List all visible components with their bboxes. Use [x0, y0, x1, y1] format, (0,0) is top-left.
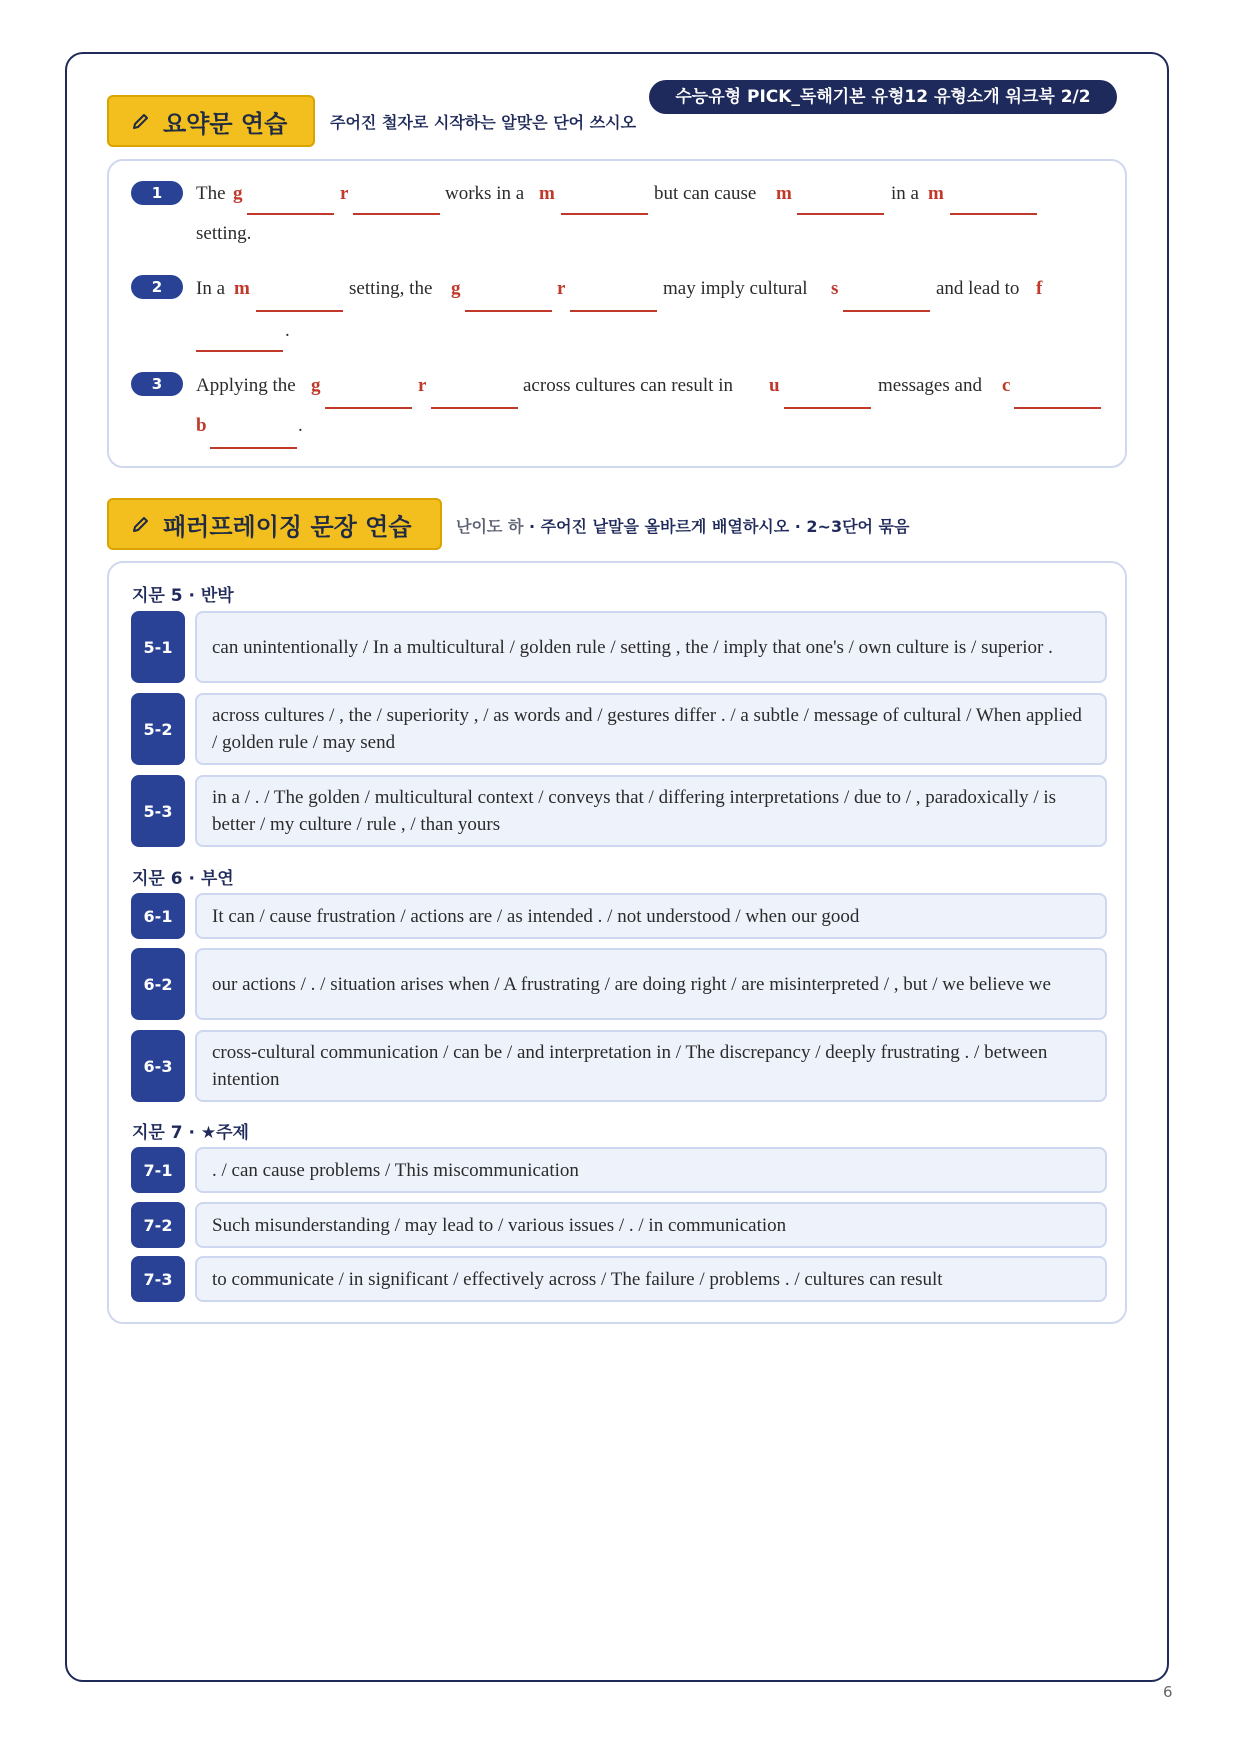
summary-number-1: 1	[131, 181, 183, 205]
word-order-box[interactable]	[195, 693, 1107, 765]
word-chunks: cross-cultural communication / can be / and interpretation in / The discrepancy / deeply frustrating . / between intention	[212, 1042, 1048, 1090]
answer-blank[interactable]	[256, 310, 343, 312]
question-number: 5-2	[131, 693, 185, 765]
question-number: 5-1	[131, 611, 185, 683]
answer-blank[interactable]	[570, 310, 657, 312]
workbook-header: 수능유형 PICK_독해기본 유형12 유형소개 워크북 2/2	[649, 80, 1117, 114]
answer-blank[interactable]	[247, 213, 334, 215]
question-number: 6-2	[131, 948, 185, 1020]
question-number: 7-2	[131, 1202, 185, 1248]
summary-sentence-2-cont: .	[285, 320, 290, 341]
answer-blank[interactable]	[210, 447, 297, 449]
word-order-box[interactable]	[195, 1030, 1107, 1102]
word-order-box[interactable]	[195, 775, 1107, 847]
answer-blank[interactable]	[950, 213, 1037, 215]
word-chunks: Such misunderstanding / may lead to / various issues / . / in communication	[212, 1214, 787, 1236]
word-order-box[interactable]	[195, 893, 1107, 939]
pencil-icon	[131, 514, 151, 534]
summary-sentence-1-cont: setting.	[196, 223, 252, 244]
passage-heading-6: 지문 6 · 부연	[132, 869, 234, 889]
answer-blank[interactable]	[353, 213, 440, 215]
answer-blank[interactable]	[465, 310, 552, 312]
word-order-box[interactable]	[195, 1147, 1107, 1193]
paraphrase-instruction	[456, 514, 909, 537]
answer-blank[interactable]	[561, 213, 648, 215]
word-chunks: can unintentionally / In a multicultural / golden rule / setting , the / imply that one's / own culture is / superior .	[212, 636, 1053, 658]
word-order-box[interactable]	[195, 1256, 1107, 1302]
answer-blank[interactable]	[431, 407, 518, 409]
summary-number-3: 3	[131, 372, 183, 396]
summary-sentence-3-cont: b .	[196, 415, 303, 436]
word-chunks: It can / cause frustration / actions are / as intended . / not understood / when our good	[212, 905, 860, 927]
answer-blank[interactable]	[196, 350, 283, 352]
word-order-box[interactable]	[195, 948, 1107, 1020]
answer-blank[interactable]	[797, 213, 884, 215]
word-chunks: . / can cause problems / This miscommunication	[212, 1159, 579, 1181]
answer-blank[interactable]	[325, 407, 412, 409]
passage-heading-7: 지문 7 · ★주제	[132, 1123, 249, 1143]
summary-title-text: 요약문 연습	[163, 109, 288, 138]
question-number: 7-1	[131, 1147, 185, 1193]
difficulty-label: 난이도 하	[456, 517, 524, 536]
summary-section-title	[107, 95, 315, 147]
summary-sentence-3: Applying the g r across cultures can result in u messages and c	[196, 375, 1011, 396]
pencil-icon	[131, 111, 151, 131]
page-number: 6	[1163, 1683, 1173, 1701]
passage-heading-5: 지문 5 · 반박	[132, 586, 234, 606]
word-chunks: in a / . / The golden / multicultural context / conveys that / differing interpretations / due to / , paradoxically / is better / my culture / rule , / than yours	[212, 787, 1057, 835]
answer-blank[interactable]	[784, 407, 871, 409]
question-number: 7-3	[131, 1256, 185, 1302]
question-number: 6-1	[131, 893, 185, 939]
word-order-box[interactable]	[195, 611, 1107, 683]
summary-number-2: 2	[131, 275, 183, 299]
paraphrase-instruction-text: · 주어진 낱말을 올바르게 배열하시오 · 2~3단어 묶음	[528, 517, 910, 536]
answer-blank[interactable]	[1014, 407, 1101, 409]
word-chunks: across cultures / , the / superiority , / as words and / gestures differ . / a subtle / message of cultural / When applied / golden rule / may send	[212, 705, 1082, 753]
summary-sentence-1: The g r works in a m but can cause m in a m	[196, 183, 944, 204]
summary-sentence-2: In a m setting, the g r may imply cultural s and lead to f	[196, 278, 1043, 299]
word-order-box[interactable]	[195, 1202, 1107, 1248]
question-number: 5-3	[131, 775, 185, 847]
word-chunks: our actions / . / situation arises when / A frustrating / are doing right / are misinterpreted / , but / we believe we	[212, 973, 1051, 995]
word-chunks: to communicate / in significant / effectively across / The failure / problems . / cultures can result	[212, 1268, 943, 1290]
paraphrase-section-title	[107, 498, 442, 550]
answer-blank[interactable]	[843, 310, 930, 312]
question-number: 6-3	[131, 1030, 185, 1102]
summary-instruction: 주어진 철자로 시작하는 알맞은 단어 쓰시오	[330, 113, 637, 132]
paraphrase-title-text: 패러프레이징 문장 연습	[163, 512, 412, 541]
